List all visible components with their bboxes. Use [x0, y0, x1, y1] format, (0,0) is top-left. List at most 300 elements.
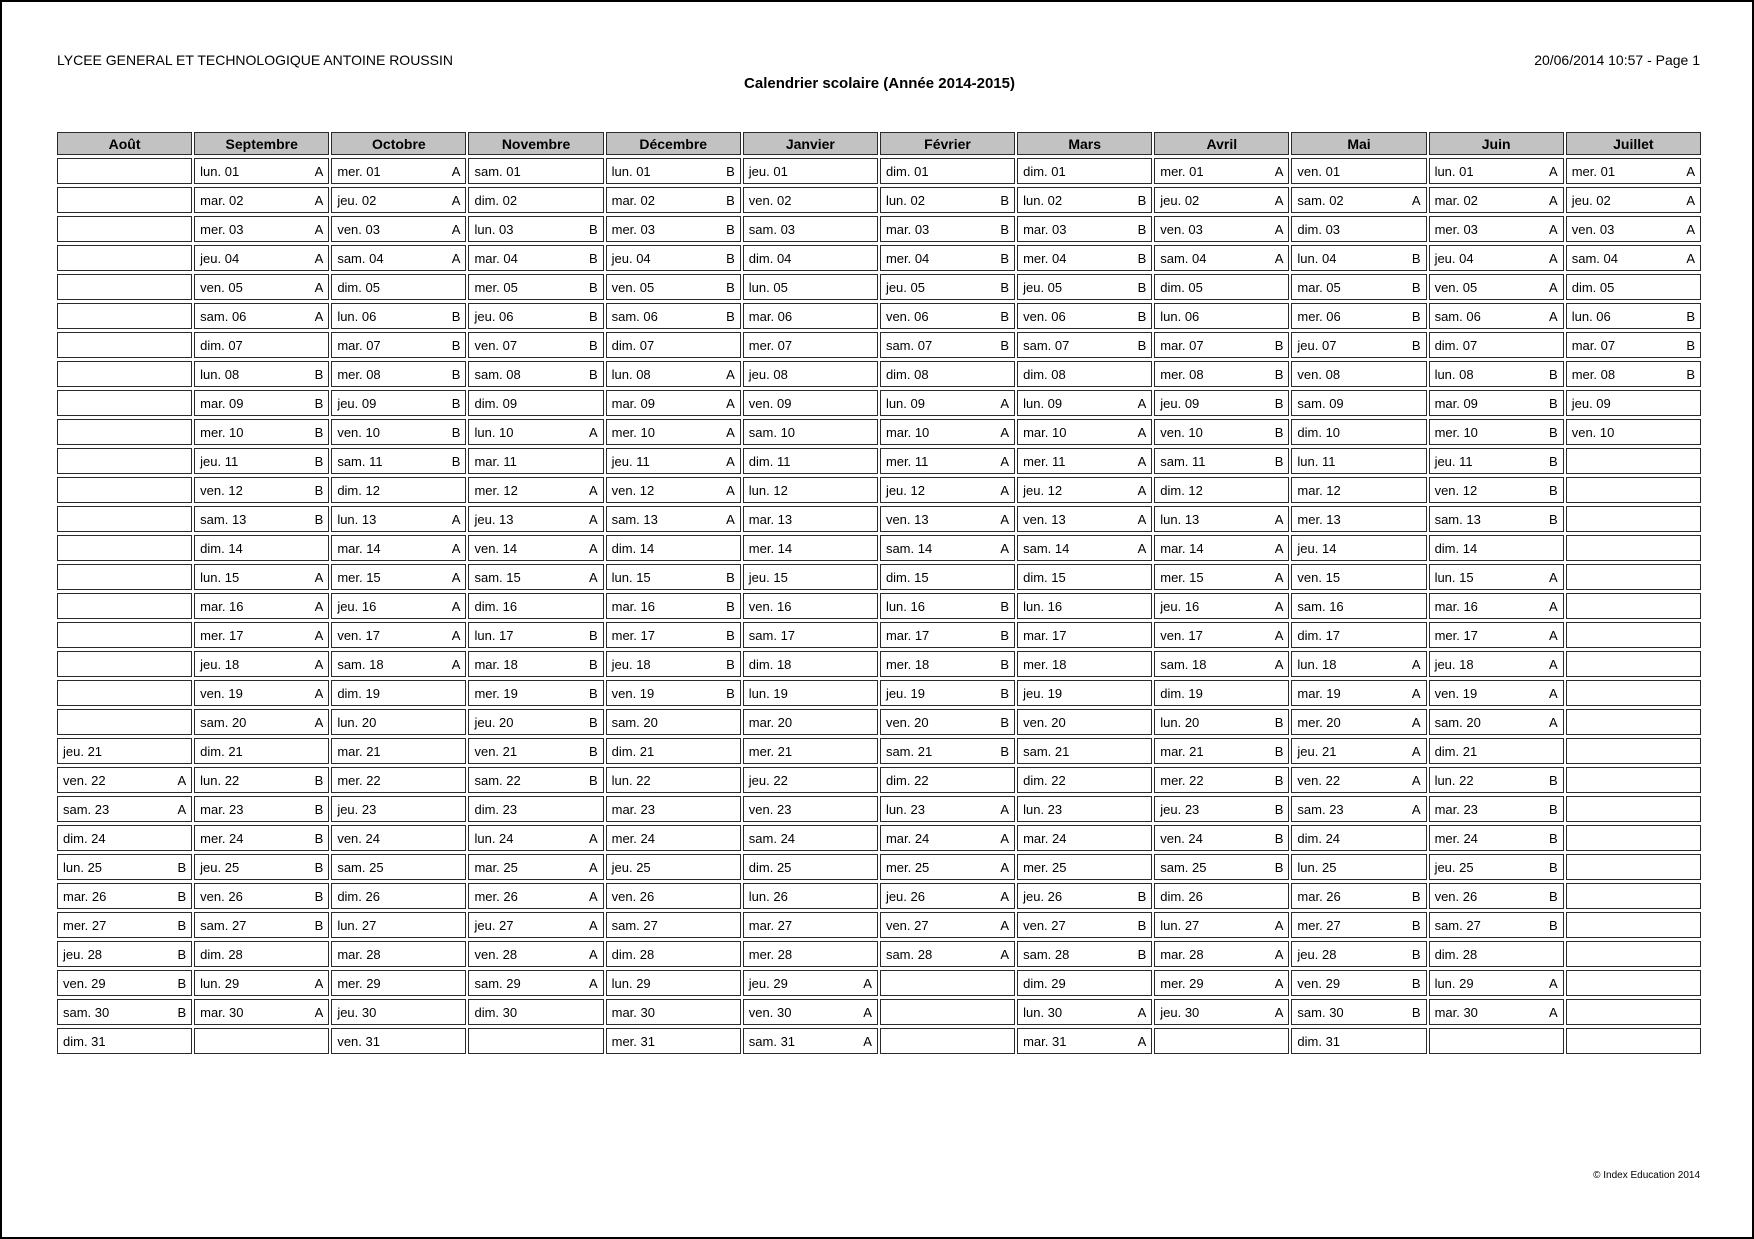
calendar-cell [468, 709, 603, 735]
calendar-cell [1291, 941, 1426, 967]
calendar-cell-content [1155, 420, 1288, 444]
calendar-cell [57, 941, 192, 967]
calendar-cell [194, 970, 329, 996]
calendar-cell-content [469, 333, 602, 357]
calendar-cell-content [607, 913, 740, 937]
day-label: sam. 20 [200, 714, 247, 730]
day-label: ven. 19 [200, 685, 243, 701]
calendar-cell [1291, 825, 1426, 851]
day-label: dim. 28 [611, 946, 655, 962]
calendar-cell [57, 854, 192, 880]
day-row [57, 245, 1701, 271]
day-label: lun. 22 [1434, 772, 1474, 788]
calendar-cell-content [469, 768, 602, 792]
calendar-cell [1566, 825, 1701, 851]
week-letter: B [588, 366, 598, 382]
day-row [57, 767, 1701, 793]
calendar-cell-content [1018, 652, 1151, 676]
calendar-cell [1154, 390, 1289, 416]
calendar-cell [606, 825, 741, 851]
day-row [57, 854, 1701, 880]
day-row [57, 941, 1701, 967]
week-letter: A [1000, 424, 1010, 440]
calendar-cell-content [1567, 942, 1700, 966]
calendar-cell [194, 796, 329, 822]
day-label: ven. 10 [1571, 424, 1615, 440]
week-letter: B [1274, 337, 1284, 353]
calendar-cell [194, 245, 329, 271]
calendar-cell-content [195, 188, 328, 212]
calendar-cell [331, 883, 466, 909]
day-label: dim. 30 [474, 1004, 518, 1020]
day-label: dim. 31 [63, 1033, 106, 1049]
calendar-cell [194, 709, 329, 735]
calendar-cell-content [332, 594, 465, 618]
calendar-cell [1291, 709, 1426, 735]
week-letter: A [726, 482, 735, 498]
calendar-cell-content [744, 681, 877, 705]
day-label: dim. 19 [337, 685, 380, 701]
calendar-cell [1429, 1028, 1564, 1054]
calendar-cell-content [744, 971, 877, 995]
calendar-cell-content [1155, 275, 1288, 299]
calendar-cell [1017, 274, 1152, 300]
calendar-cell [468, 738, 603, 764]
day-row [57, 448, 1701, 474]
day-label: jeu. 15 [748, 569, 788, 585]
calendar-cell-content [1567, 739, 1700, 763]
calendar-cell-content [607, 449, 740, 473]
calendar-cell-content [607, 826, 740, 850]
calendar-cell-content [1155, 971, 1288, 995]
calendar-cell [1429, 448, 1564, 474]
calendar-cell-content [195, 797, 328, 821]
calendar-cell-content [744, 1029, 877, 1053]
week-letter: A [1686, 192, 1695, 208]
calendar-cell [57, 303, 192, 329]
day-label: sam. 14 [885, 540, 933, 556]
calendar-cell [194, 448, 329, 474]
calendar-cell-content [1292, 449, 1425, 473]
day-row [57, 796, 1701, 822]
calendar-cell-content [58, 797, 191, 821]
calendar-cell [1154, 274, 1289, 300]
calendar-cell [880, 361, 1015, 387]
week-letter: A [588, 482, 598, 498]
week-letter: B [726, 627, 735, 643]
calendar-cell-content [1018, 623, 1151, 647]
calendar-cell [1017, 390, 1152, 416]
day-label: mar. 12 [1297, 482, 1341, 498]
calendar-cell-content [58, 565, 191, 589]
day-label: sam. 25 [1160, 859, 1207, 875]
calendar-cell-content [1292, 159, 1425, 183]
day-label: sam. 04 [1160, 250, 1207, 266]
calendar-cell [1566, 303, 1701, 329]
calendar-cell [1154, 303, 1289, 329]
calendar-cell-content [1018, 362, 1151, 386]
calendar-cell-content [881, 1000, 1014, 1024]
week-letter: A [1000, 801, 1010, 817]
calendar-cell [194, 361, 329, 387]
day-label: mer. 03 [611, 221, 655, 237]
calendar-cell [1429, 477, 1564, 503]
calendar-cell [1154, 622, 1289, 648]
calendar-cell [1291, 187, 1426, 213]
calendar-cell [606, 738, 741, 764]
week-letter: A [1274, 511, 1284, 527]
calendar-cell [194, 912, 329, 938]
week-letter: A [1137, 1033, 1147, 1049]
calendar-cell-content [469, 188, 602, 212]
calendar-cell-content [744, 623, 877, 647]
calendar-cell [1566, 970, 1701, 996]
calendar-cell [880, 912, 1015, 938]
calendar-cell-content [195, 536, 328, 560]
calendar-cell-content [469, 507, 602, 531]
day-label: dim. 07 [1434, 337, 1478, 353]
calendar-cell-content [1430, 362, 1563, 386]
calendar-cell-content [744, 188, 877, 212]
week-letter: B [588, 337, 598, 353]
day-label: jeu. 27 [474, 917, 514, 933]
day-label: mar. 30 [200, 1004, 244, 1020]
week-letter: A [1549, 308, 1558, 324]
day-label: mar. 14 [1160, 540, 1204, 556]
calendar-cell [1429, 970, 1564, 996]
week-letter: A [314, 975, 324, 991]
calendar-cell-content [1155, 188, 1288, 212]
calendar-cell-content [1155, 159, 1288, 183]
calendar-cell [1291, 593, 1426, 619]
calendar-cell [880, 622, 1015, 648]
calendar-cell [880, 158, 1015, 184]
week-letter: A [588, 946, 598, 962]
day-label: ven. 09 [748, 395, 792, 411]
day-label: mer. 28 [748, 946, 793, 962]
calendar-cell [331, 622, 466, 648]
week-letter: B [1137, 221, 1147, 237]
week-letter: A [1411, 192, 1421, 208]
calendar-cell-content [881, 739, 1014, 763]
calendar-cell-content [1018, 768, 1151, 792]
calendar-cell [880, 999, 1015, 1025]
day-label: mer. 19 [474, 685, 518, 701]
calendar-cell [743, 245, 878, 271]
week-letter: B [1137, 250, 1147, 266]
calendar-cell-content [744, 739, 877, 763]
calendar-cell-content [1155, 739, 1288, 763]
calendar-cell-content [1292, 768, 1425, 792]
calendar-cell-content [744, 826, 877, 850]
month-header: Juillet [1566, 132, 1701, 155]
day-label: sam. 04 [1571, 250, 1618, 266]
week-letter: B [314, 482, 324, 498]
day-label: dim. 16 [474, 598, 518, 614]
month-header: Mai [1291, 132, 1426, 155]
calendar-cell-content [744, 420, 877, 444]
week-letter: A [1274, 250, 1284, 266]
day-row [57, 1028, 1701, 1054]
week-letter: A [1137, 424, 1147, 440]
calendar-cell-content [1292, 362, 1425, 386]
calendar-cell [331, 187, 466, 213]
day-label: sam. 11 [337, 453, 383, 469]
week-letter: A [1549, 714, 1558, 730]
calendar-cell-content [332, 739, 465, 763]
day-label: sam. 22 [474, 772, 521, 788]
calendar-cell-content [607, 536, 740, 560]
calendar-cell-content [58, 652, 191, 676]
calendar-cell [1017, 999, 1152, 1025]
day-row [57, 651, 1701, 677]
calendar-cell-content [607, 217, 740, 241]
calendar-cell [880, 709, 1015, 735]
calendar-cell-content [1430, 623, 1563, 647]
day-label: ven. 12 [1434, 482, 1478, 498]
day-label: dim. 28 [1434, 946, 1478, 962]
week-letter: A [1549, 975, 1558, 991]
calendar-cell [1017, 419, 1152, 445]
calendar-cell [1017, 187, 1152, 213]
calendar-cell [1291, 303, 1426, 329]
day-label: ven. 29 [1297, 975, 1341, 991]
calendar-cell-content [195, 478, 328, 502]
week-letter: B [1411, 946, 1421, 962]
calendar-cell [468, 361, 603, 387]
calendar-cell-content [58, 478, 191, 502]
day-label: jeu. 12 [1023, 482, 1063, 498]
calendar-cell [57, 274, 192, 300]
week-letter: A [1000, 859, 1010, 875]
day-label: mar. 30 [1434, 1004, 1478, 1020]
day-label: jeu. 05 [1023, 279, 1063, 295]
calendar-cell-content [332, 942, 465, 966]
calendar-cell-content [332, 333, 465, 357]
calendar-cell [1566, 390, 1701, 416]
calendar-cell-content [1155, 1029, 1288, 1053]
week-letter: A [1549, 221, 1558, 237]
calendar-cell [880, 506, 1015, 532]
week-letter: B [726, 308, 735, 324]
calendar-cell-content [195, 304, 328, 328]
day-label: dim. 22 [885, 772, 929, 788]
calendar-cell [1291, 970, 1426, 996]
day-label: sam. 31 [748, 1033, 796, 1049]
calendar-cell-content [1292, 971, 1425, 995]
calendar-cell-content [195, 217, 328, 241]
calendar-cell-content [881, 710, 1014, 734]
week-letter: B [588, 685, 598, 701]
calendar-cell [1017, 361, 1152, 387]
calendar-cell [880, 796, 1015, 822]
calendar-cell [194, 622, 329, 648]
day-label: jeu. 29 [748, 975, 788, 991]
week-letter: A [451, 163, 461, 179]
week-letter: A [588, 830, 598, 846]
calendar-cell-content [1567, 217, 1700, 241]
calendar-cell [1017, 564, 1152, 590]
day-label: sam. 30 [1297, 1004, 1344, 1020]
calendar-cell [880, 738, 1015, 764]
calendar-cell [1566, 854, 1701, 880]
calendar-cell [743, 506, 878, 532]
day-label: dim. 26 [337, 888, 380, 904]
week-letter: A [1549, 627, 1558, 643]
calendar-cell-content [881, 855, 1014, 879]
day-label: mer. 11 [1023, 453, 1066, 469]
calendar-cell [1566, 332, 1701, 358]
week-letter: A [1686, 221, 1695, 237]
calendar-cell-content [1018, 449, 1151, 473]
calendar-cell [1154, 216, 1289, 242]
day-label: mar. 24 [885, 830, 930, 846]
calendar-cell-content [58, 536, 191, 560]
calendar-cell-content [607, 942, 740, 966]
day-label: sam. 11 [1160, 453, 1206, 469]
calendar-cell-content [1292, 1029, 1425, 1053]
week-letter: B [1000, 279, 1010, 295]
week-letter: B [1000, 598, 1010, 614]
day-label: mar. 16 [1434, 598, 1478, 614]
day-row [57, 390, 1701, 416]
calendar-cell-content [195, 565, 328, 589]
week-letter: B [314, 511, 324, 527]
day-label: ven. 05 [1434, 279, 1478, 295]
calendar-cell [606, 245, 741, 271]
calendar-cell [57, 245, 192, 271]
calendar-cell [1566, 216, 1701, 242]
day-label: dim. 01 [885, 163, 929, 179]
week-letter: B [1411, 337, 1421, 353]
day-label: ven. 08 [1297, 366, 1341, 382]
calendar-cell-content [332, 217, 465, 241]
week-letter: A [1000, 453, 1010, 469]
day-row [57, 970, 1701, 996]
calendar-cell [1429, 651, 1564, 677]
calendar-cell-content [881, 681, 1014, 705]
calendar-cell-content [1018, 855, 1151, 879]
calendar-cell [194, 825, 329, 851]
calendar-cell-content [1018, 884, 1151, 908]
calendar-cell-content [1292, 739, 1425, 763]
calendar-cell [1429, 912, 1564, 938]
calendar-cell-content [1430, 304, 1563, 328]
day-row [57, 274, 1701, 300]
calendar-cell [606, 332, 741, 358]
day-label: jeu. 23 [1160, 801, 1200, 817]
calendar-cell [194, 941, 329, 967]
calendar-cell [1291, 999, 1426, 1025]
day-label: lun. 02 [885, 192, 925, 208]
calendar-cell-content [1018, 942, 1151, 966]
calendar-cell [1017, 912, 1152, 938]
week-letter: B [588, 627, 598, 643]
calendar-cell-content [881, 971, 1014, 995]
day-label: mar. 24 [1023, 830, 1067, 846]
week-letter: A [1686, 250, 1695, 266]
day-label: lun. 08 [611, 366, 651, 382]
calendar-cell [194, 767, 329, 793]
calendar-cell-content [332, 681, 465, 705]
week-letter: B [1000, 743, 1010, 759]
calendar-cell-content [195, 884, 328, 908]
calendar-cell-content [1430, 536, 1563, 560]
day-label: sam. 18 [337, 656, 384, 672]
day-label: jeu. 25 [611, 859, 651, 875]
day-label: jeu. 19 [1023, 685, 1063, 701]
calendar-cell [57, 883, 192, 909]
day-label: sam. 13 [200, 511, 247, 527]
day-label: lun. 25 [1297, 859, 1337, 875]
calendar-cell-content [881, 942, 1014, 966]
calendar-cell-content [881, 159, 1014, 183]
day-label: dim. 22 [1023, 772, 1066, 788]
calendar-cell [1291, 912, 1426, 938]
week-letter: A [1000, 946, 1010, 962]
calendar-cell [880, 477, 1015, 503]
calendar-cell [1566, 941, 1701, 967]
week-letter: A [726, 366, 735, 382]
calendar-cell [606, 680, 741, 706]
calendar-cell [57, 593, 192, 619]
calendar-cell [1429, 767, 1564, 793]
calendar-cell [57, 419, 192, 445]
school-name: LYCEE GENERAL ET TECHNOLOGIQUE ANTOINE ROUSSIN [57, 52, 453, 68]
day-label: dim. 12 [1160, 482, 1203, 498]
calendar-cell-content [744, 304, 877, 328]
week-letter: B [1000, 221, 1010, 237]
calendar-cell [468, 622, 603, 648]
day-label: sam. 18 [1160, 656, 1207, 672]
calendar-cell-content [744, 565, 877, 589]
calendar-cell [606, 564, 741, 590]
day-label: lun. 27 [1160, 917, 1200, 933]
week-letter: B [1549, 888, 1558, 904]
page-title: Calendrier scolaire (Année 2014-2015) [744, 75, 1015, 92]
calendar-cell-content [1430, 913, 1563, 937]
calendar-cell-content [607, 1000, 740, 1024]
calendar-cell [1154, 535, 1289, 561]
day-label: mer. 17 [1434, 627, 1478, 643]
calendar-cell [468, 999, 603, 1025]
week-letter: B [1274, 453, 1284, 469]
calendar-cell [1566, 1028, 1701, 1054]
day-label: lun. 29 [200, 975, 240, 991]
calendar-cell [468, 390, 603, 416]
calendar-cell [468, 158, 603, 184]
week-letter: B [314, 830, 324, 846]
calendar-cell-content [469, 536, 602, 560]
calendar-cell-content [881, 188, 1014, 212]
calendar-cell [57, 767, 192, 793]
footer-copyright: © Index Education 2014 [1593, 1170, 1700, 1181]
calendar-cell-content [744, 478, 877, 502]
week-letter: B [726, 279, 735, 295]
calendar-cell-content [1018, 159, 1151, 183]
calendar-cell-content [1155, 652, 1288, 676]
calendar-cell [1429, 883, 1564, 909]
calendar-cell-content [1567, 594, 1700, 618]
week-letter: B [1274, 772, 1284, 788]
week-letter: A [1274, 975, 1284, 991]
day-label: mer. 08 [337, 366, 381, 382]
calendar-cell [57, 999, 192, 1025]
day-label: sam. 27 [1434, 917, 1481, 933]
day-row [57, 622, 1701, 648]
week-letter: B [1549, 453, 1558, 469]
calendar-cell [1291, 245, 1426, 271]
